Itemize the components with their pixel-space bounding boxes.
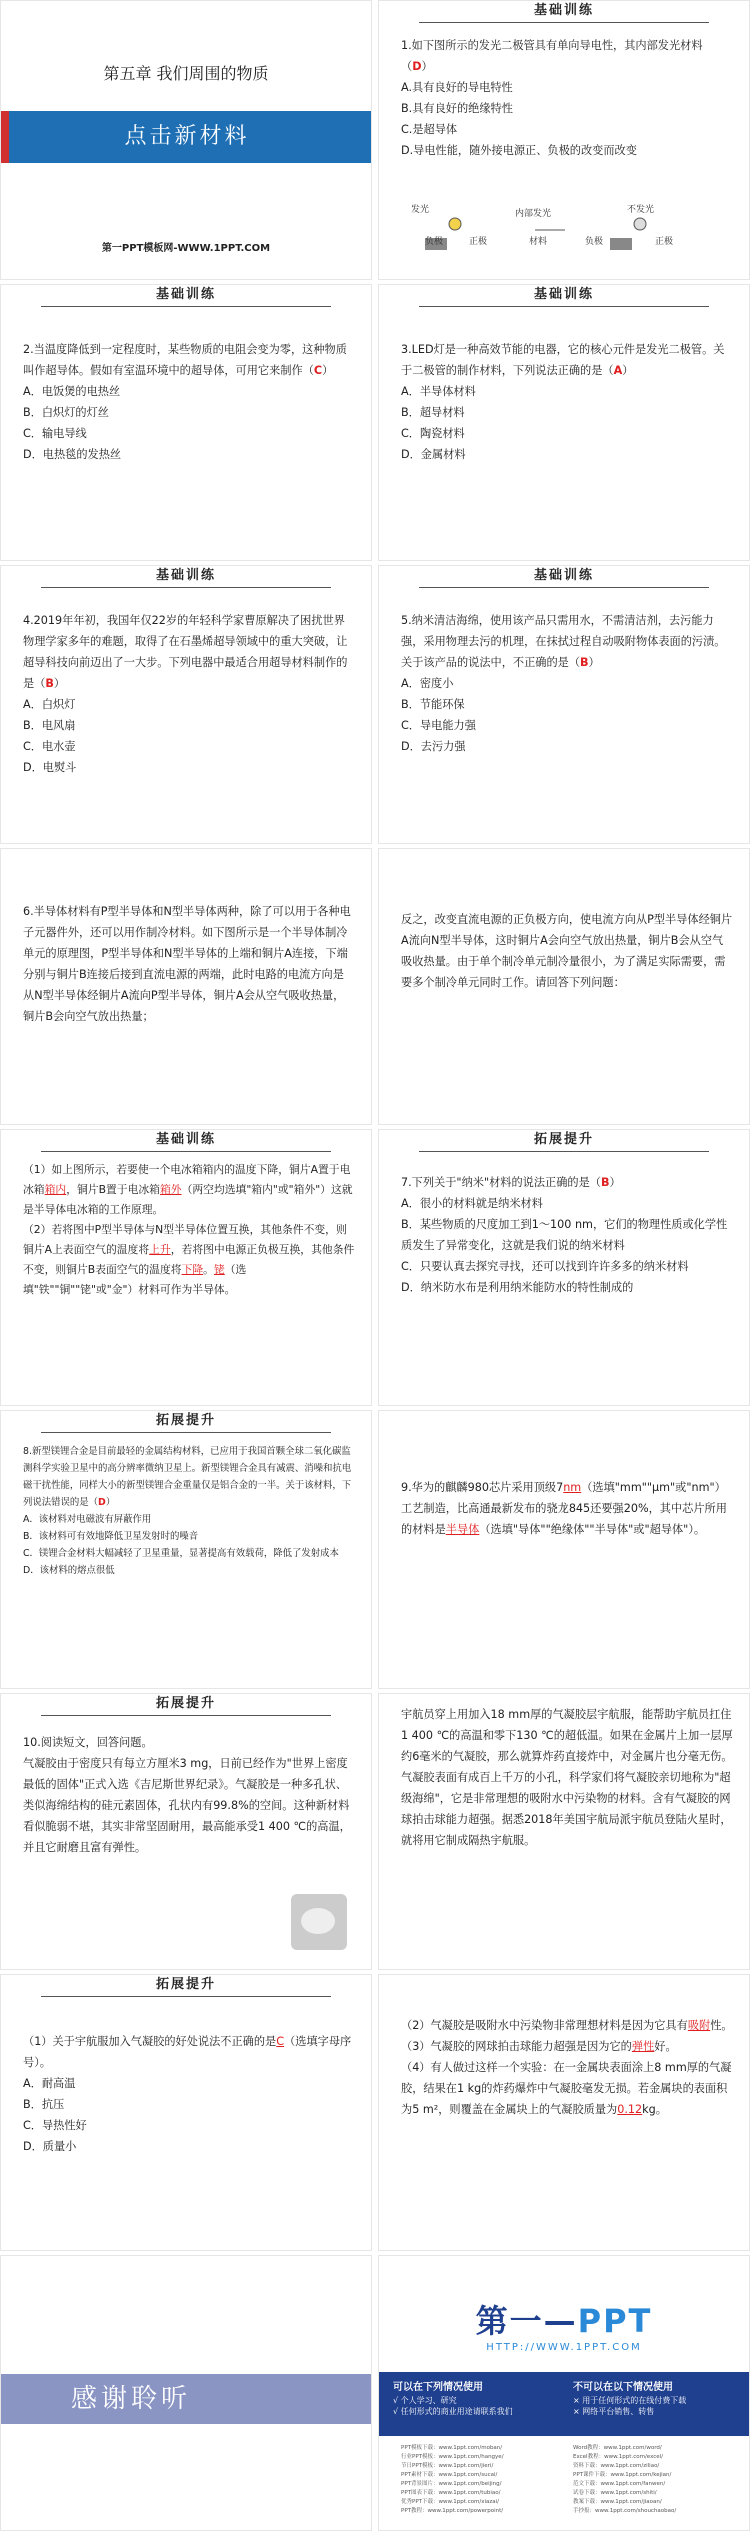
sub-question: （1）如上图所示，若要使一个电冰箱箱内的温度下降，铜片A置于电冰箱 xyxy=(23,1163,351,1196)
option: D．纳米防水布是利用纳米能防水的特性制成的 xyxy=(401,1281,634,1294)
option: C．输电导线 xyxy=(23,427,87,440)
option: A．半导体材料 xyxy=(401,385,476,398)
slide-q5 xyxy=(378,565,750,844)
slide-header: 拓展提升 xyxy=(1,1411,371,1433)
question-text: 8.新型镁锂合金是目前最轻的金属结构材料，已应用于我国首颗全球二氧化碳监测科学实验卫星中的高分辨率微纳卫星上。新型镁锂合金具有减震、消噪和抗电磁干扰性能，同样大小的新型镁锂合金重量仅是铝合金的一半。关于该材料，下列说法错误的是（ xyxy=(23,1446,352,1508)
answer-blank: 上升 xyxy=(149,1243,171,1256)
option: A.具有良好的导电特性 xyxy=(401,81,513,94)
resource-link[interactable]: PPT背景图片：www.1ppt.com/beijing/ xyxy=(401,2481,502,2487)
sub-question: （2）气凝胶是吸附水中污染物非常理想材料是因为它具有 xyxy=(401,2019,688,2032)
answer: B xyxy=(600,1176,610,1189)
usage-line: √ 个人学习、研究 xyxy=(393,2396,457,2405)
option: A．密度小 xyxy=(401,677,454,690)
slide-q3 xyxy=(378,284,750,561)
answer: D xyxy=(412,60,422,73)
slide-q9 xyxy=(378,1410,750,1689)
slide-header: 拓展提升 xyxy=(379,1130,749,1152)
sub-question: （选填"铁""铜""铑"或"金"）材料可作为半导体。 xyxy=(23,1263,247,1296)
fig-label: 内部发光 xyxy=(515,209,552,219)
question-end: ） xyxy=(588,656,600,669)
question-body xyxy=(23,339,355,465)
option: A．耐高温 xyxy=(23,2077,76,2090)
question-text: 9.华为的麒麟980芯片采用顶级7 xyxy=(401,1481,564,1494)
option: A．该材料对电磁波有屏蔽作用 xyxy=(23,1514,152,1525)
resource-link[interactable]: 资料下载：www.1ppt.com/ziliao/ xyxy=(573,2463,660,2469)
fig-label: 正极 xyxy=(469,237,488,247)
answer-blank: 半导体 xyxy=(445,1523,480,1536)
question-body xyxy=(401,339,733,465)
question-end: ） xyxy=(322,364,334,377)
usage-disallowed-title: 不可以在以下情况使用 xyxy=(573,2382,673,2393)
usage-line: × 网络平台销售、转售 xyxy=(573,2407,655,2416)
slide-q10-passage xyxy=(378,1693,750,1970)
usage-line: × 用于任何形式的在线付费下载 xyxy=(573,2396,687,2405)
slide-q7 xyxy=(378,1129,750,1406)
option: D．电热毯的发热丝 xyxy=(23,448,122,461)
question-text: 4.2019年年初，我国年仅22岁的年轻科学家曹原解决了困扰世界物理学家多年的难题，取得了在石墨烯超导领域中的重大突破，让超导科技向前迈出了一大步。下列电器中最适合用超导材料制作的是（ xyxy=(23,614,348,690)
sub-question: 性。 xyxy=(710,2019,733,2032)
answer: B xyxy=(580,656,589,669)
question-text: （选填"mm""μm"或"nm"）工艺制造，比高通最新发布的骁龙845还要强20%，其中芯片所用的材料是 xyxy=(401,1481,727,1536)
slide-brand xyxy=(378,2255,750,2531)
sub-question: 。 xyxy=(203,1263,214,1276)
resource-link[interactable]: PPT课件下载：www.1ppt.com/kejian/ xyxy=(573,2472,672,2478)
option: A．白炽灯 xyxy=(23,698,76,711)
fig-label: 发光 xyxy=(411,205,430,215)
question-body xyxy=(23,901,355,1027)
resource-link[interactable]: PPT教程：www.1ppt.com/powerpoint/ xyxy=(401,2508,504,2514)
passage-text: 宇航员穿上用加入18 mm厚的气凝胶层宇航服，能帮助宇航员扛住1 400 ℃的高温和零下130 ℃的超低温。如果在金属片上加一层厚约6毫米的气凝胶，那么就算炸药直接炸中，对金属片也分毫无伤。气凝胶表面有成百上千万的小孔，科学家们将气凝胶亲切地称为"超级海绵"，它是非常理想的吸附水中污染物的材料。含有气凝胶的网球拍击球能力超强。据悉2018年美国宇航局派宇航员登陆火星时，就将用它制成隔热宇航服。 xyxy=(401,1708,733,1847)
question-body xyxy=(401,1172,733,1298)
slide-q8 xyxy=(0,1410,372,1689)
question-text: （1）关于宇航服加入气凝胶的好处说法不正确的是 xyxy=(23,2035,277,2048)
sub-question: 好。 xyxy=(654,2040,677,2053)
resource-link[interactable]: 手抄报：www.1ppt.com/shouchaobao/ xyxy=(573,2508,677,2514)
slide-q10-sub2 xyxy=(378,1974,750,2251)
slide-header: 基础训练 xyxy=(379,566,749,588)
slide-header: 基础训练 xyxy=(1,566,371,588)
question-text: （选填"导体""绝缘体""半导体"或"超导体"）。 xyxy=(479,1523,706,1536)
answer-blank: 0.12 xyxy=(617,2103,643,2116)
slide-q10 xyxy=(0,1693,372,1970)
option: A．很小的材料就是纳米材料 xyxy=(401,1197,543,1210)
usage-line: √ 任何形式的商业用途请联系我们 xyxy=(393,2407,513,2416)
slide-q2 xyxy=(0,284,372,561)
sub-question: （3）气凝胶的网球拍击球能力超强是因为它的 xyxy=(401,2040,632,2053)
usage-allowed-title: 可以在下列情况使用 xyxy=(393,2382,483,2393)
slide-q4 xyxy=(0,565,372,844)
option: D．质量小 xyxy=(23,2140,77,2153)
resource-link[interactable]: 教案下载：www.1ppt.com/jiaoan/ xyxy=(573,2499,662,2505)
slide-q1 xyxy=(378,0,750,280)
brand-logo: 第一—PPT xyxy=(475,2302,653,2340)
slide-header: 基础训练 xyxy=(1,1130,371,1152)
option: D．该材料的熔点很低 xyxy=(23,1565,115,1576)
answer-body xyxy=(23,1160,355,1300)
fig-label: 材料 xyxy=(529,237,548,247)
sub-question: （4）有人做过这样一个实验：在一金属块表面涂上8 mm厚的气凝胶，结果在1 kg的炸药爆炸中气凝胶毫发无损。若金属块的表面积为5 m²，则覆盖在金属块上的气凝胶质量为 xyxy=(401,2061,732,2116)
answer-blank: 吸附 xyxy=(687,2019,711,2032)
thanks-title: 感谢聆听 xyxy=(1,2374,372,2424)
brand-url[interactable]: HTTP://WWW.1PPT.COM xyxy=(486,2342,642,2353)
option: C.是超导体 xyxy=(401,123,458,136)
option: B．节能环保 xyxy=(401,698,465,711)
option: B．超导材料 xyxy=(401,406,465,419)
question-body xyxy=(401,610,733,757)
answer: D xyxy=(98,1497,106,1508)
resource-link[interactable]: Word教程：www.1ppt.com/word/ xyxy=(573,2445,662,2451)
answer: C xyxy=(313,364,323,377)
answer-blank: 弹性 xyxy=(631,2040,655,2053)
slide-q10-sub1 xyxy=(0,1974,372,2251)
resource-link[interactable]: 试卷下载：www.1ppt.com/shiti/ xyxy=(573,2490,657,2496)
resource-link[interactable]: PPT模板下载：www.1ppt.com/moban/ xyxy=(401,2445,503,2451)
logo-text: PPT xyxy=(577,2302,653,2340)
resource-link[interactable]: 行业PPT模板：www.1ppt.com/hangye/ xyxy=(401,2454,504,2460)
question-end: ） xyxy=(421,60,433,73)
slide-header: 基础训练 xyxy=(1,285,371,307)
brand-block xyxy=(379,2296,749,2353)
option: C．陶瓷材料 xyxy=(401,427,465,440)
slide-header: 基础训练 xyxy=(379,285,749,307)
resource-link[interactable]: 优秀PPT下载：www.1ppt.com/xiazai/ xyxy=(401,2499,500,2505)
resource-link[interactable]: 范文下载：www.1ppt.com/fanwen/ xyxy=(573,2481,666,2487)
question-text: 2.当温度降低到一定程度时，某些物质的电阻会变为零，这种物质叫作超导体。假如有室温环境中的超导体，可用它来制作（ xyxy=(23,343,347,377)
slide-title xyxy=(0,0,372,280)
slide-q6-part1 xyxy=(0,848,372,1125)
logo-text: 第一 xyxy=(475,2302,544,2340)
sub-question: ，若将图中电源正负极互换，其他条件不变，则铜片B表面空气的温度将 xyxy=(23,1243,355,1276)
question-text: 反之，改变直流电源的正负极方向，使电流方向从P型半导体经铜片A流向N型半导体，这时铜片A会向空气放出热量，铜片B会从空气吸收热量。由于单个制冷单元制冷量很小，为了满足实际需要，需要多个制冷单元同时工作。请回答下列问题： xyxy=(401,913,733,989)
fig-label: 负极 xyxy=(425,237,444,247)
option: D．去污力强 xyxy=(401,740,466,753)
answer-blank: 箱内 xyxy=(44,1183,67,1196)
led-figure xyxy=(405,206,735,261)
option: C．导电能力强 xyxy=(401,719,476,732)
question-end: ） xyxy=(105,1497,116,1508)
slide-thanks xyxy=(0,2255,372,2531)
question-body xyxy=(401,909,733,993)
option: D．电熨斗 xyxy=(23,761,77,774)
slide-header: 拓展提升 xyxy=(1,1975,371,1997)
option: A．电饭煲的电热丝 xyxy=(23,385,121,398)
option: D.导电性能，随外接电源正、负极的改变而改变 xyxy=(401,144,637,157)
resource-link[interactable]: Excel教程：www.1ppt.com/excel/ xyxy=(573,2454,664,2460)
question-body xyxy=(23,610,355,778)
fig-label: 负极 xyxy=(585,237,604,247)
question-text: 7.下列关于"纳米"材料的说法正确的是（ xyxy=(401,1176,601,1189)
sub-question: （2）若将图中P型半导体与N型半导体位置互换，其他条件不变，则铜片A上表面空气的温度将 xyxy=(23,1223,347,1256)
question-text: 6.半导体材料有P型半导体和N型半导体两种，除了可以用于各种电子元器件外，还可以用作制冷材料。如下图所示是一个半导体制冷单元的原理图，P型半导体和N型半导体的上端和铜片A连接，下端分别与铜片B连接后接到直流电源的两端，此时电路的电流方向是从N型半导体经铜片A流向P型半导体，铜片A会从空气吸收热量，铜片B会向空气放出热量； xyxy=(23,905,351,1023)
lesson-title: 点击新材料 xyxy=(1,111,372,163)
fig-label: 正极 xyxy=(655,237,674,247)
chapter-title: 第五章 我们周围的物质 xyxy=(103,64,269,83)
usage-box xyxy=(379,2372,749,2436)
answer: B xyxy=(45,677,54,690)
option: B.具有良好的绝缘特性 xyxy=(401,102,513,115)
option: D．金属材料 xyxy=(401,448,466,461)
slide-q6-answers xyxy=(0,1129,372,1406)
answer-blank: 铑 xyxy=(213,1263,225,1276)
option: B．白炽灯的灯丝 xyxy=(23,406,109,419)
resource-link[interactable]: 节日PPT模板：www.1ppt.com/jieri/ xyxy=(401,2463,494,2469)
slide-q6-part2 xyxy=(378,848,750,1125)
credit-text: 第一PPT模板网-WWW.1PPT.COM xyxy=(101,243,271,254)
option: B．抗压 xyxy=(23,2098,65,2111)
question-body xyxy=(401,1477,733,1540)
answer: A xyxy=(613,364,623,377)
question-end: ） xyxy=(609,1176,621,1189)
led-circuit-icon xyxy=(405,206,735,261)
question-text: 1.如下图所示的发光二极管具有单向导电性，其内部发光材料（ xyxy=(401,39,703,73)
question-body xyxy=(23,1443,355,1579)
resource-link[interactable]: PPT素材下载：www.1ppt.com/sucai/ xyxy=(401,2472,498,2478)
answer-blank: C xyxy=(276,2035,285,2048)
resource-link[interactable]: PPT图表下载：www.1ppt.com/tubiao/ xyxy=(401,2490,501,2496)
option: C．只要认真去探究寻找，还可以找到许许多多的纳米材料 xyxy=(401,1260,689,1273)
question-body xyxy=(401,35,733,161)
sub-question: kg。 xyxy=(642,2103,667,2116)
slide-header: 拓展提升 xyxy=(1,1694,371,1716)
option: C．电水壶 xyxy=(23,740,76,753)
question-end: ） xyxy=(622,364,634,377)
sub-question: （两空均选填"箱内"或"箱外"）这就是半导体电冰箱的工作原理。 xyxy=(23,1183,353,1216)
answer-blank: nm xyxy=(563,1481,582,1494)
question-end: ） xyxy=(53,677,66,690)
answer-blank: 下降 xyxy=(181,1263,204,1276)
question-body xyxy=(401,2015,733,2120)
aerogel-hand-image xyxy=(291,1894,347,1950)
passage-text: 10.阅读短文，回答问题。 气凝胶由于密度只有每立方厘米3 mg，日前已经作为"世界上密度最低的固体"正式入选《吉尼斯世界纪录》。气凝胶是一种多孔状、类似海绵结构的硅元素固体，孔状内有99.8%的空间。这种新材料看似脆弱不堪，其实非常坚固耐用，最高能承受1 400 ℃的高温，并且它耐磨且富有弹性。 xyxy=(23,1736,351,1854)
option: B．某些物质的尺度加工到1～100 nm，它们的物理性质或化学性质发生了异常变化，这就是我们说的纳米材料 xyxy=(401,1218,728,1252)
question-body xyxy=(23,2031,355,2157)
sub-question: ，铜片B置于电冰箱 xyxy=(66,1183,160,1196)
option: B．电风扇 xyxy=(23,719,76,732)
slide-header: 基础训练 xyxy=(379,1,749,23)
option: C．镁锂合金材料大幅减轻了卫星重量，显著提高有效载荷，降低了发射成本 xyxy=(23,1548,339,1559)
fig-label: 不发光 xyxy=(627,205,655,215)
option: B．该材料可有效地降低卫星发射时的噪音 xyxy=(23,1531,199,1542)
question-end: （选填字母序号）。 xyxy=(23,2035,352,2069)
link-list xyxy=(401,2444,739,2516)
option: C．导热性好 xyxy=(23,2119,87,2132)
question-text: 5.纳米清洁海绵，使用该产品只需用水，不需清洁剂，去污能力强，采用物理去污的机理，在抹拭过程自动吸附物体表面的污渍。关于该产品的说法中，不正确的是（ xyxy=(401,614,726,669)
answer-blank: 箱外 xyxy=(159,1183,182,1196)
question-text: 3.LED灯是一种高效节能的电器，它的核心元件是发光二极管。关于二极管的制作材料，下列说法正确的是（ xyxy=(401,343,725,377)
